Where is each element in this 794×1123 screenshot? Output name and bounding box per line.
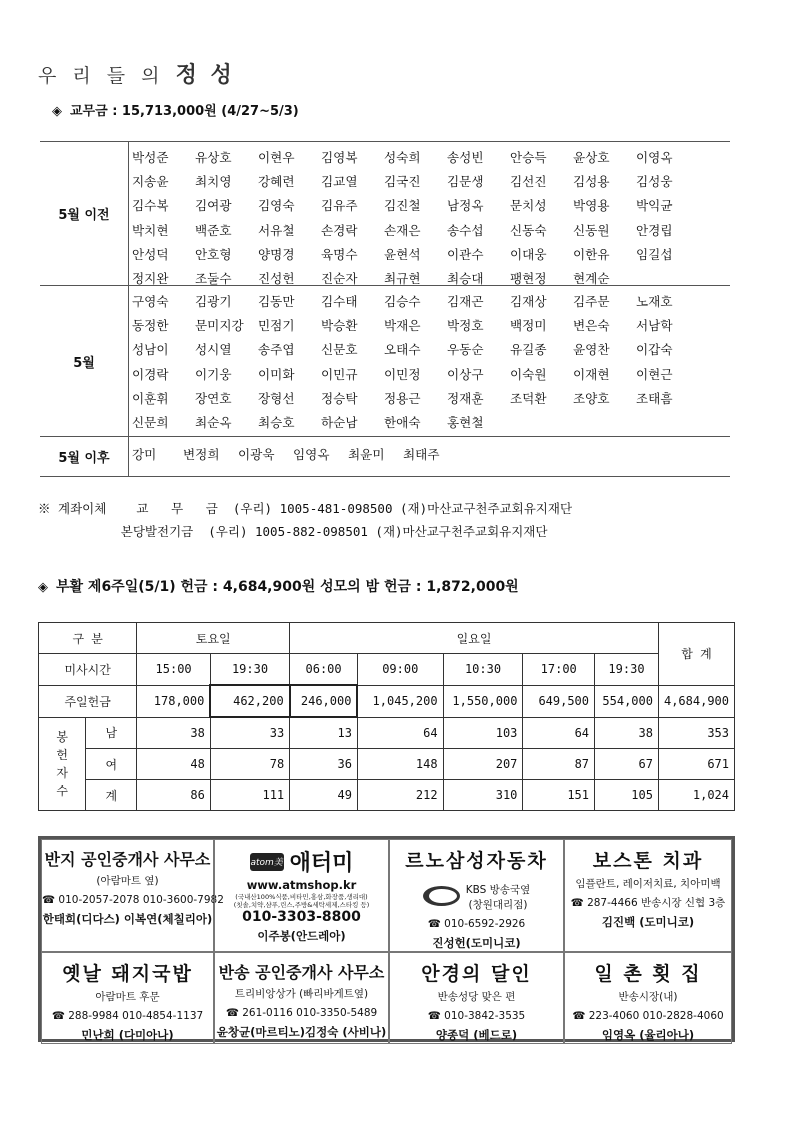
offerer-count: 49	[290, 780, 358, 811]
account-line-2: 본당발전기금 (우리) 1005-882-098501 (재)마산교구천주교회유지재단	[38, 524, 548, 539]
donor-name: 윤현석	[384, 246, 421, 262]
donor-name: 최순옥	[195, 415, 232, 431]
offerers-label-char: 수	[56, 783, 68, 798]
ad-name: 반송 공인중개사 사무소	[218, 963, 385, 982]
donor-name: 강혜련	[258, 174, 295, 190]
name-group-names	[129, 142, 730, 285]
offerers-label-char: 자	[56, 765, 68, 780]
ad-phone: ☎ 288-9984 010-4854-1137	[51, 1010, 204, 1022]
ad-box	[41, 952, 214, 1044]
ad-phone: ☎ 261-0116 010-3350-5489	[225, 1007, 378, 1019]
donor-name: 김수태	[321, 294, 358, 309]
donor-name: 김교열	[321, 174, 358, 190]
ad-box	[564, 952, 732, 1044]
donor-name: 서유철	[258, 222, 295, 238]
donor-name: 박정호	[447, 318, 484, 334]
donor-name: 김문생	[447, 174, 484, 190]
offerer-count: 36	[290, 749, 358, 780]
donor-name: 하순남	[321, 415, 358, 431]
donor-name: 오태수	[384, 342, 421, 358]
donor-name: 이민정	[384, 366, 421, 382]
offering-table	[38, 622, 735, 811]
saturday-header: 토요일	[137, 623, 290, 654]
donor-name: 백정미	[510, 318, 547, 334]
ad-owner: 임영옥 (율리아나)	[601, 1028, 695, 1042]
mass-time: 09:00	[357, 654, 443, 686]
donor-name: 이한유	[573, 246, 610, 262]
donor-name: 장연호	[195, 390, 232, 406]
ad-subtitle: 임플란트, 레이저치료, 치아미백	[575, 878, 721, 890]
donor-name: 박성준	[132, 150, 169, 165]
ad-phone: ☎ 010-2057-2078 010-3600-7982	[42, 894, 224, 906]
donor-name: 이숙원	[510, 366, 547, 382]
donor-name: 신동숙	[510, 222, 547, 238]
donor-name: 조태흠	[636, 390, 673, 406]
ad-box	[214, 839, 389, 952]
ad-name: 옛날 돼지국밥	[62, 963, 193, 985]
donor-name: 최승호	[258, 415, 295, 431]
donor-name: 박재은	[384, 318, 421, 334]
offerer-count: 207	[443, 749, 523, 780]
donor-name: 변정희	[183, 447, 220, 462]
offerer-count: 48	[137, 749, 211, 780]
offerer-count: 64	[523, 717, 595, 749]
ad-name: 보스톤 치과	[592, 850, 704, 872]
collection-amount: 1,045,200	[357, 685, 443, 717]
donor-name: 김성용	[573, 174, 610, 190]
ad-phone: ☎ 010-6592-2926	[427, 918, 526, 930]
donor-name: 이재현	[573, 366, 610, 382]
donor-name: 정재훈	[447, 390, 484, 406]
donor-name: 송수섭	[447, 222, 484, 238]
donor-name: 김성웅	[636, 174, 673, 190]
donor-name: 김국진	[384, 174, 421, 190]
offerer-count: 151	[523, 780, 595, 811]
donor-name: 우동순	[447, 342, 484, 358]
ad-name: 반지 공인중개사 사무소	[44, 850, 211, 869]
offerer-count: 212	[357, 780, 443, 811]
donor-name: 신문호	[321, 342, 358, 358]
offerers-label-char: 헌	[56, 747, 68, 762]
donor-name: 현계순	[573, 271, 610, 287]
mass-time: 19:30	[210, 654, 289, 686]
offerer-count: 64	[357, 717, 443, 749]
donor-name: 안성덕	[132, 246, 169, 262]
offerer-count: 86	[137, 780, 211, 811]
atomy-logo-icon: atom美	[250, 853, 284, 871]
offerer-count: 33	[210, 717, 289, 749]
collection-amount: 1,550,000	[443, 685, 523, 717]
donor-name: 성남이	[132, 342, 169, 358]
ad-owner: 한태희(디다스) 이복연(체칠리아)	[42, 912, 213, 926]
ad-name: 르노삼성자동차	[405, 850, 548, 872]
ad-phone: ☎ 223-4060 010-2828-4060	[572, 1010, 724, 1022]
ad-subtitle: 반송성당 맞은 편	[437, 991, 516, 1003]
donor-name: 한애숙	[384, 415, 421, 431]
donor-name: 손경락	[321, 222, 358, 238]
donor-name: 최치영	[195, 174, 232, 190]
donor-name: 김영숙	[258, 198, 295, 214]
donor-name: 박치현	[132, 222, 169, 238]
donor-name: 박익균	[636, 198, 673, 214]
donor-name: 안경립	[636, 222, 673, 238]
ad-phone: 010-3303-8800	[242, 909, 361, 925]
donor-name: 김광기	[195, 294, 232, 309]
donor-name: 남정옥	[447, 198, 484, 214]
total-header: 합 계	[658, 623, 734, 686]
donor-name: 정승탁	[321, 390, 358, 406]
donor-name: 최태주	[403, 447, 440, 462]
donor-name: 성시열	[195, 342, 232, 358]
offerers-label	[39, 717, 86, 811]
donor-name: 문치성	[510, 198, 547, 214]
offerer-count: 148	[357, 749, 443, 780]
donor-name: 송성빈	[447, 150, 484, 165]
ad-subtitle: 아람마트 후문	[95, 991, 160, 1003]
donor-name: 동정한	[132, 318, 169, 334]
donor-name: 정지완	[132, 271, 169, 287]
ad-owner: 이주봉(안드레아)	[257, 929, 346, 943]
ad-url: www.atmshop.kr	[246, 878, 357, 892]
mass-time-label: 미사시간	[39, 654, 137, 686]
offerer-count: 103	[443, 717, 523, 749]
ad-subtitle: KBS 방송국옆	[465, 884, 531, 896]
offerer-count: 13	[290, 717, 358, 749]
donor-name: 장형선	[258, 390, 295, 406]
ad-box	[389, 839, 564, 952]
donor-name: 이관수	[447, 246, 484, 262]
collection-amount: 554,000	[595, 685, 659, 717]
ad-subtitle-block	[466, 883, 530, 913]
mass-time: 19:30	[595, 654, 659, 686]
donor-name: 이광욱	[238, 447, 275, 462]
donor-name: 유길종	[510, 342, 547, 358]
collection-amount: 178,000	[137, 685, 211, 717]
mass-time: 15:00	[137, 654, 211, 686]
donor-name: 이경락	[132, 366, 169, 382]
ad-owner: 민난희 (다미아나)	[81, 1028, 174, 1042]
donor-name: 이기웅	[195, 366, 232, 382]
donor-name-table	[40, 141, 730, 477]
ad-owner: 진성헌(도미니코)	[432, 936, 521, 950]
donor-name: 이상구	[447, 366, 484, 382]
diamond-icon: ◈	[52, 104, 62, 119]
collection-amount: 462,200	[210, 685, 289, 717]
ad-subtitle: (칫솔,치약,샴푸,린스,주방&세탁세제,스타킹 등)	[233, 901, 370, 909]
ad-owner: 양종덕 (베드로)	[435, 1028, 518, 1042]
offerer-count: 310	[443, 780, 523, 811]
collection-amount: 649,500	[523, 685, 595, 717]
donor-name: 김재상	[510, 294, 547, 309]
donor-name: 유상호	[195, 150, 232, 165]
donor-name: 이갑숙	[636, 342, 673, 358]
donor-name: 백준호	[195, 222, 232, 238]
renault-logo-icon	[423, 886, 460, 906]
donor-name: 최윤미	[348, 447, 385, 462]
donor-name: 김유주	[321, 198, 358, 214]
donor-name: 손재은	[384, 222, 421, 238]
mass-time: 06:00	[290, 654, 358, 686]
name-group-names	[129, 437, 730, 476]
donor-name: 김재곤	[447, 294, 484, 309]
donor-name: 김여광	[195, 198, 232, 214]
donor-name: 임영옥	[293, 447, 330, 462]
donor-name: 이훈휘	[132, 390, 169, 406]
donor-name: 신문희	[132, 415, 169, 431]
donor-name: 민점기	[258, 318, 295, 334]
donor-name: 윤상호	[573, 150, 610, 165]
gender-label: 여	[86, 749, 137, 780]
account-line-1: ※ 계좌이체 교 무 금 (우리) 1005-481-098500 (재)마산교구천주교회유지재단	[38, 501, 573, 516]
offerer-count: 78	[210, 749, 289, 780]
donor-name: 김수복	[132, 198, 169, 214]
name-group-label: 5월 이전	[40, 142, 129, 285]
donor-name: 조덕환	[510, 390, 547, 406]
donor-name: 조둘수	[195, 271, 232, 287]
ad-owner: 윤창균(마르티노)김정숙 (사비나)	[216, 1025, 387, 1039]
ads-grid	[38, 836, 735, 1042]
offerers-label-char: 봉	[56, 729, 68, 744]
donor-name: 신동원	[573, 222, 610, 238]
offerer-count: 105	[595, 780, 659, 811]
ad-name: 안경의 달인	[421, 963, 532, 985]
offering-header: ◈ 교무금 : 15,713,000원 (4/27~5/3)	[52, 104, 299, 119]
donor-name: 강미	[132, 447, 157, 462]
donor-name: 이대웅	[510, 246, 547, 262]
gender-label: 남	[86, 717, 137, 749]
ad-name: 애터미	[289, 851, 354, 876]
donor-name: 김동만	[258, 294, 295, 309]
ad-logo-line	[390, 879, 563, 913]
offerer-count: 38	[137, 717, 211, 749]
easter-offering-header: ◈ 부활 제6주일(5/1) 헌금 : 4,684,900원 성모의 밤 헌금 : 1,872,000원	[38, 579, 519, 595]
ad-box	[214, 952, 389, 1044]
donor-name: 조양호	[573, 390, 610, 406]
offerer-count: 38	[595, 717, 659, 749]
donor-name: 김승수	[384, 294, 421, 309]
donor-name: 이영옥	[636, 150, 673, 165]
donor-name: 박승환	[321, 318, 358, 334]
donor-name: 안호형	[195, 246, 232, 262]
ad-phone: ☎ 287-4466 반송시장 신협 3층	[570, 897, 726, 909]
donor-name: 김진철	[384, 198, 421, 214]
ad-box	[389, 952, 564, 1044]
ad-box	[41, 839, 224, 952]
offerer-count: 671	[658, 749, 734, 780]
donor-name: 안승득	[510, 150, 547, 165]
offerer-count: 67	[595, 749, 659, 780]
page-title: 우 리 들 의 정 성	[38, 62, 235, 88]
donor-name: 서남학	[636, 318, 673, 334]
category-header: 구 분	[39, 623, 137, 654]
offerer-count: 353	[658, 717, 734, 749]
donor-name: 진순자	[321, 271, 358, 287]
ad-subtitle: (창원대리점)	[468, 899, 528, 911]
ad-subtitle: 반송시장(내)	[618, 991, 678, 1003]
donor-name: 이현근	[636, 366, 673, 382]
offerer-count: 111	[210, 780, 289, 811]
donor-name: 김선진	[510, 174, 547, 190]
name-group-row	[40, 437, 730, 477]
collection-amount: 4,684,900	[658, 685, 734, 717]
mass-time: 10:30	[443, 654, 523, 686]
offerer-count: 1,024	[658, 780, 734, 811]
donor-name: 지송윤	[132, 174, 169, 190]
ad-subtitle: (아람마트 옆)	[96, 875, 159, 887]
donor-name: 팽현정	[510, 271, 547, 287]
sunday-header: 일요일	[290, 623, 659, 654]
donor-name: 윤영찬	[573, 342, 610, 358]
name-group-row	[40, 142, 730, 286]
collection-label: 주일헌금	[39, 685, 137, 717]
donor-name: 김주문	[573, 294, 610, 309]
ad-box	[564, 839, 732, 952]
donor-name: 홍현철	[447, 415, 484, 431]
diamond-icon: ◈	[38, 580, 48, 595]
name-group-label: 5월	[40, 286, 129, 436]
ad-logo-line	[215, 846, 388, 877]
ad-subtitle: (국내산100%식품,비타민,홍삼,화장품,생리대)	[235, 893, 368, 901]
donor-name: 송주엽	[258, 342, 295, 358]
donor-name: 이민규	[321, 366, 358, 382]
donor-name: 성숙희	[384, 150, 421, 165]
gender-label: 계	[86, 780, 137, 811]
name-group-label: 5월 이후	[40, 437, 129, 476]
donor-name: 진성헌	[258, 271, 295, 287]
donor-name: 최규현	[384, 271, 421, 287]
ad-name: 일 촌 횟 집	[594, 963, 702, 985]
donor-name: 최승대	[447, 271, 484, 287]
name-group-names	[129, 286, 730, 436]
donor-name: 이미화	[258, 366, 295, 382]
donor-name: 문미지강	[195, 318, 244, 334]
mass-time: 17:00	[523, 654, 595, 686]
offerer-count: 87	[523, 749, 595, 780]
donor-name: 육명수	[321, 246, 358, 262]
ad-owner: 김진백 (도미니코)	[601, 915, 695, 929]
name-group-row	[40, 286, 730, 437]
ad-phone: ☎ 010-3842-3535	[427, 1010, 526, 1022]
collection-amount: 246,000	[290, 685, 358, 717]
donor-name: 양명경	[258, 246, 295, 262]
donor-name: 임길섭	[636, 246, 673, 262]
ad-subtitle: 트리비앙상가 (빠리바게트옆)	[234, 988, 369, 1000]
donor-name: 김영복	[321, 150, 358, 165]
donor-name: 노재호	[636, 294, 673, 309]
donor-name: 박영용	[573, 198, 610, 214]
donor-name: 이현우	[258, 150, 295, 165]
donor-name: 구영숙	[132, 294, 169, 309]
donor-name: 변은숙	[573, 318, 610, 334]
donor-name: 정용근	[384, 390, 421, 406]
